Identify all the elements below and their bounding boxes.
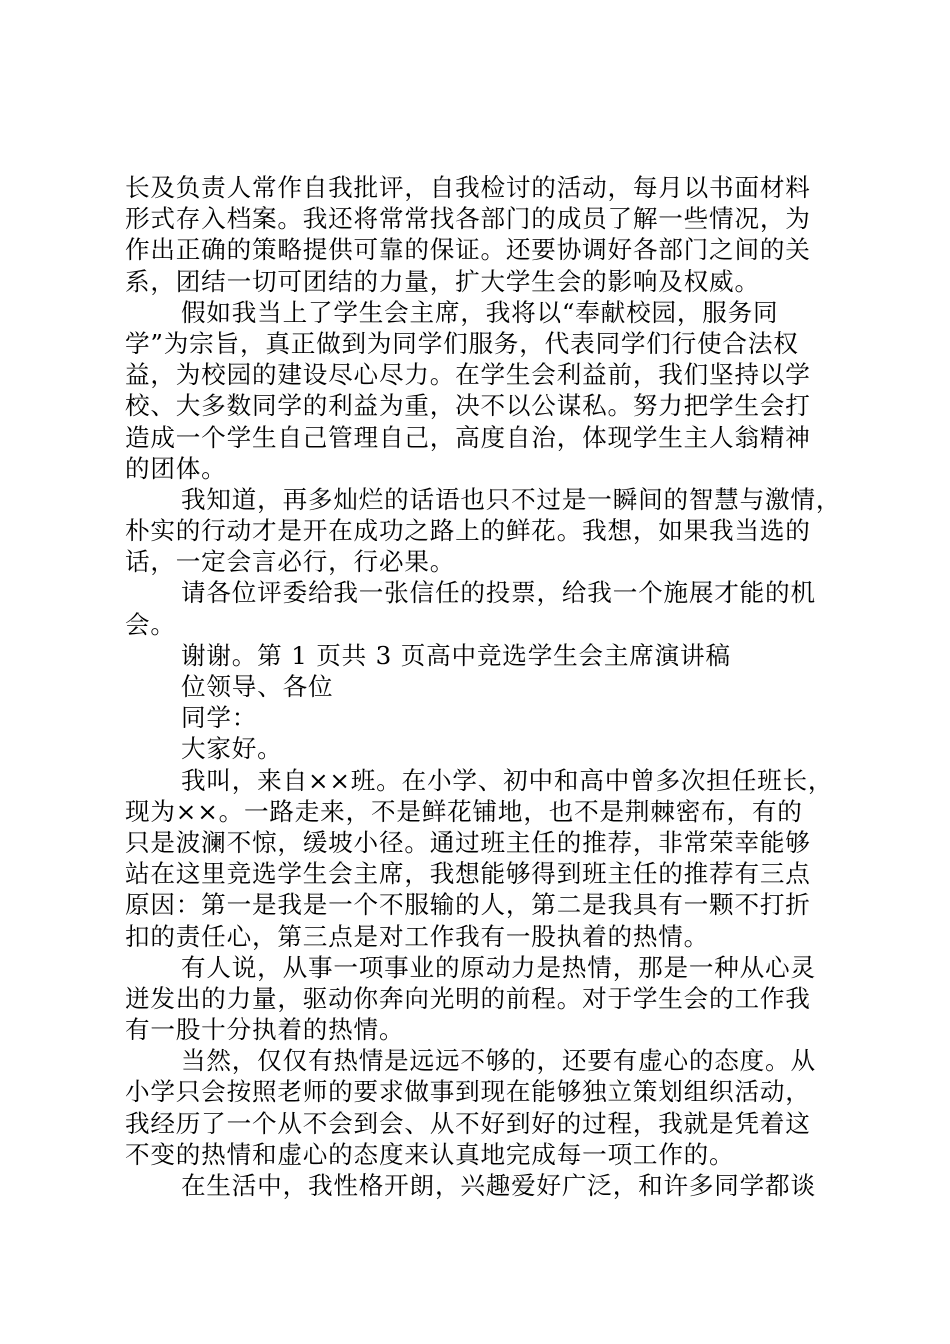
text-line: 谢谢。第 1 页共 3 页高中竞选学生会主席演讲稿 <box>181 640 731 670</box>
text-line: 假如我当上了学生会主席，我将以“奉献校园，服务同 <box>181 297 779 327</box>
text-line: 长及负责人常作自我批评，自我检讨的活动，每月以书面材料 <box>125 173 811 202</box>
text-line: 原因：第一是我是一个不服输的人，第二是我具有一颗不打折 <box>125 890 811 920</box>
text-line: 小学只会按照老师的要求做事到现在能够独立策划组织活动， <box>125 1077 811 1107</box>
text-line: 系，团结一切可团结的力量，扩大学生会的影响及权威。 <box>125 266 760 296</box>
text-line: 在生活中，我性格开朗，兴趣爱好广泛，和许多同学都谈 <box>181 1171 816 1200</box>
body-text <box>125 172 840 1201</box>
text-line: 当然，仅仅有热情是远远不够的，还要有虚心的态度。从 <box>181 1046 816 1076</box>
text-line: 有一股十分执着的热情。 <box>125 1015 405 1045</box>
text-line: 迸发出的力量，驱动你奔向光明的前程。对于学生会的工作我 <box>125 983 811 1013</box>
text-line: 的团体。 <box>125 453 227 483</box>
text-line: 我叫，来自××班。在小学、初中和高中曾多次担任班长， <box>181 765 834 795</box>
text-line: 站在这里竞选学生会主席，我想能够得到班主任的推荐有三点 <box>125 859 811 889</box>
text-line: 朴实的行动才是开在成功之路上的鲜花。我想，如果我当选的 <box>125 516 811 546</box>
text-line: 不变的热情和虚心的态度来认真地完成每一项工作的。 <box>125 1139 735 1169</box>
text-line: 我知道，再多灿烂的话语也只不过是一瞬间的智慧与激情， <box>181 484 842 514</box>
text-line: 现为××。一路走来，不是鲜花铺地，也不是荆棘密布，有的 <box>125 796 803 826</box>
text-line: 同学： <box>181 703 258 733</box>
text-line: 话，一定会言必行，行必果。 <box>125 547 456 577</box>
text-line: 大家好。 <box>181 734 283 764</box>
text-line: 位领导、各位 <box>181 672 334 701</box>
text-line: 扣的责任心，第三点是对工作我有一股执着的热情。 <box>125 921 710 951</box>
text-line: 校、大多数同学的利益为重，决不以公谋私。努力把学生会打 <box>125 391 811 421</box>
text-line: 作出正确的策略提供可靠的保证。还要协调好各部门之间的关 <box>125 235 811 265</box>
text-line: 会。 <box>125 609 176 639</box>
text-line: 请各位评委给我一张信任的投票，给我一个施展才能的机 <box>181 578 816 608</box>
text-line: 我经历了一个从不会到会、从不好到好的过程，我就是凭着这 <box>125 1108 811 1138</box>
text-line: 有人说，从事一项事业的原动力是热情，那是一种从心灵 <box>181 952 816 982</box>
text-line: 形式存入档案。我还将常常找各部门的成员了解一些情况，为 <box>125 204 811 234</box>
text-line: 只是波澜不惊，缓坡小径。通过班主任的推荐，非常荣幸能够 <box>125 827 811 857</box>
text-line: 学”为宗旨，真正做到为同学们服务，代表同学们行使合法权 <box>125 328 799 358</box>
text-line: 造成一个学生自己管理自己，高度自治，体现学生主人翁精神 <box>125 422 811 452</box>
text-line: 益，为校园的建设尽心尽力。在学生会利益前，我们坚持以学 <box>125 360 811 390</box>
